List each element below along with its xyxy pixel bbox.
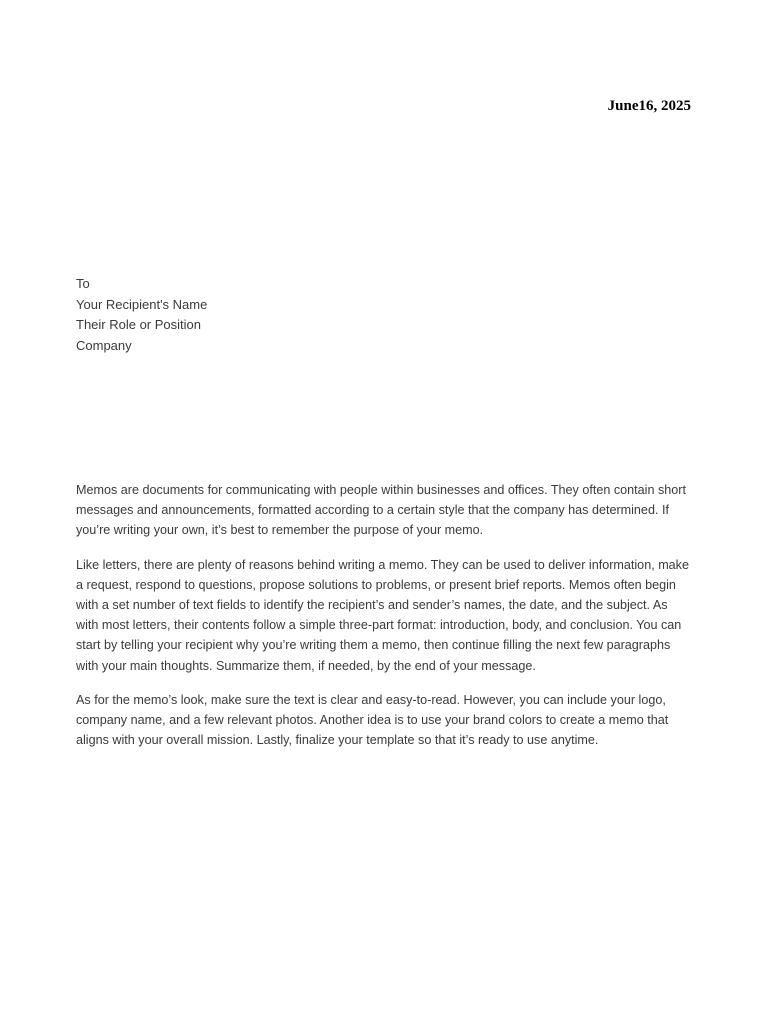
body-paragraph-1: Memos are documents for communicating with people within businesses and offices. They often contain short messages and announcements, formatted according to a certain style that the company has determined. If you’re writing your own, it’s best to remember the purpose of your memo. [76,483,686,538]
body-paragraph-3: As for the memo’s look, make sure the text is clear and easy-to-read. However, you can include your logo, company name, and a few relevant photos. Another idea is to use your brand colors to create a memo that aligns with your overall mission. Lastly, finalize your template so that it’s ready to use anytime. [76,692,669,748]
recipient-role: Their Role or Position [76,317,201,332]
recipient-company: Company [76,337,132,353]
to-label: To [76,276,90,291]
recipient-name: Your Recipient's Name [76,296,208,312]
memo-body [76,480,692,764]
body-paragraph-2: Like letters, there are plenty of reasons behind writing a memo. They can be used to deliver information, make a request, respond to questions, propose solutions to problems, or present brief reports. Memos often begin with a set number of text fields to identify the recipient’s and sender’s names, the date, and the subject. As with most letters, their contents follow a simple three-part format: introduction, body, and conclusion. You can start by telling your recipient why you’re writing them a memo, then continue filling the next few paragraphs with your main thoughts. Summarize them, if needed, by the end of your message. [76,557,689,673]
recipient-block [76,274,207,356]
memo-date: June16, 2025 [607,98,691,114]
